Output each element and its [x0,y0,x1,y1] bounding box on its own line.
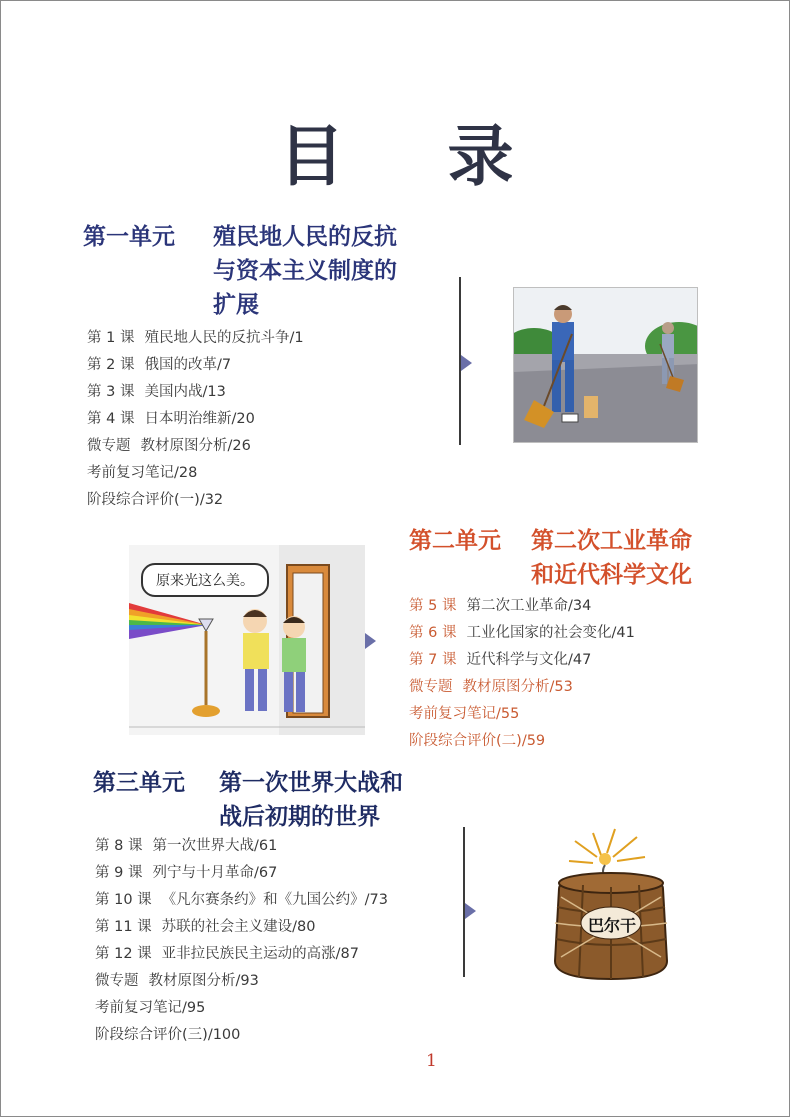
lesson-label: 第 10 课 [95,892,152,908]
toc-entry[interactable] [409,620,635,647]
lesson-title: 苏联的社会主义建设/80 [161,919,316,935]
lesson-label: 第 6 课 [409,625,457,641]
lesson-title: 俄国的改革/7 [144,357,232,373]
review-title: 考前复习笔记/28 [87,465,198,481]
lesson-title: 教材原图分析/26 [140,438,251,454]
lesson-label: 第 9 课 [95,865,143,881]
lesson-title: 教材原图分析/53 [462,679,573,695]
review-title: 考前复习笔记/55 [409,706,520,722]
lesson-label: 第 8 课 [95,838,143,854]
lesson-title: 工业化国家的社会变化/41 [466,625,635,641]
special-topic-label: 微专题 [95,973,139,989]
toc-entry[interactable] [409,647,635,674]
toc-entry[interactable] [409,728,635,755]
unit-3-title-line-1: 第一次世界大战和 [219,769,403,796]
lesson-title: 教材原图分析/93 [148,973,259,989]
lesson-title: 《凡尔赛条约》和《九国公约》/73 [161,892,389,908]
pointer-triangle-icon [365,633,376,649]
pointer-triangle-icon [465,903,476,919]
pointer-triangle-icon [461,355,472,371]
toc-entry[interactable] [87,406,304,433]
special-topic-label: 微专题 [87,438,131,454]
assessment-title: 阶段综合评价(三)/100 [95,1027,241,1043]
toc-entry[interactable] [409,674,635,701]
unit-2-number: 第二单元 [409,527,501,554]
lesson-title: 殖民地人民的反抗斗争/1 [144,330,304,346]
unit-1-number: 第一单元 [83,223,175,250]
lesson-title: 第二次工业革命/34 [466,598,592,614]
toc-entry[interactable] [87,460,304,487]
unit-3-number: 第三单元 [93,769,185,796]
speech-bubble: 原来光这么美。 [141,563,269,597]
unit-3-list [95,833,388,1049]
review-title: 考前复习笔记/95 [95,1000,206,1016]
toc-entry[interactable] [95,968,388,995]
unit-3-title-line-2: 战后初期的世界 [219,803,380,830]
lesson-label: 第 5 课 [409,598,457,614]
page-title: 目 录 [278,117,554,195]
toc-entry[interactable] [95,995,388,1022]
lesson-label: 第 1 课 [87,330,135,346]
lesson-label: 第 2 课 [87,357,135,373]
unit-1-title-line-2: 与资本主义制度的 [213,257,397,284]
unit-2-title-line-2: 和近代科学文化 [531,561,692,588]
page-number: 1 [426,1051,437,1071]
lesson-title: 列宁与十月革命/67 [152,865,278,881]
lesson-title: 近代科学与文化/47 [466,652,592,668]
toc-entry[interactable] [87,379,304,406]
unit-1-title-line-1: 殖民地人民的反抗 [213,223,397,250]
toc-entry[interactable] [87,487,304,514]
toc-entry[interactable] [95,1022,388,1049]
toc-entry[interactable] [409,701,635,728]
unit-2-list [409,593,635,755]
unit-1-title-line-3: 扩展 [213,291,259,318]
lesson-label: 第 3 课 [87,384,135,400]
unit-2-title-line-1: 第二次工业革命 [531,527,692,554]
lesson-title: 美国内战/13 [144,384,226,400]
toc-entry[interactable] [87,433,304,460]
toc-entry[interactable] [95,887,388,914]
lesson-title: 日本明治维新/20 [144,411,255,427]
assessment-title: 阶段综合评价(二)/59 [409,733,546,749]
lesson-title: 亚非拉民族民主运动的高涨/87 [161,946,360,962]
assessment-title: 阶段综合评价(一)/32 [87,492,224,508]
special-topic-label: 微专题 [409,679,453,695]
toc-entry[interactable] [95,941,388,968]
toc-entry[interactable] [87,325,304,352]
lesson-label: 第 7 课 [409,652,457,668]
balkan-powder-keg-illustration [541,827,681,987]
street-sweeper-illustration [513,287,698,443]
toc-entry[interactable] [409,593,635,620]
toc-entry[interactable] [95,914,388,941]
toc-entry[interactable] [87,352,304,379]
lesson-title: 第一次世界大战/61 [152,838,278,854]
prism-light-illustration [129,545,365,735]
divider-line [463,827,465,977]
toc-entry[interactable] [95,860,388,887]
toc-entry[interactable] [95,833,388,860]
lesson-label: 第 12 课 [95,946,152,962]
lesson-label: 第 11 课 [95,919,152,935]
barrel-label: 巴尔干 [588,916,637,935]
unit-1-list [87,325,304,514]
lesson-label: 第 4 课 [87,411,135,427]
